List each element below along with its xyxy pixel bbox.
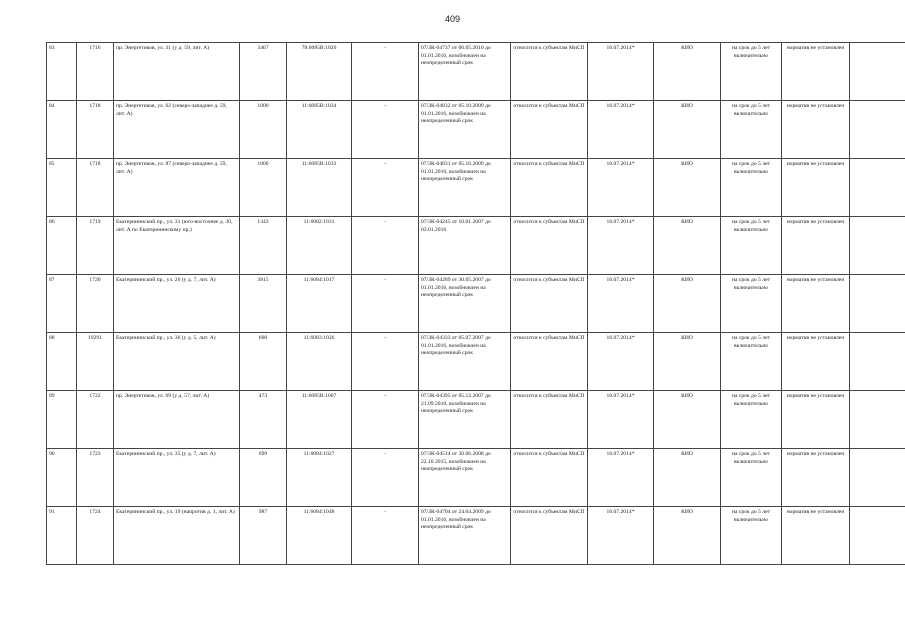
cell-norm: норматив не установлен bbox=[782, 217, 850, 275]
cell-fund: КИО bbox=[654, 507, 721, 565]
table-row bbox=[47, 43, 905, 101]
cell-term: на срок до 5 лет включительно bbox=[721, 507, 782, 565]
cell-extra bbox=[850, 449, 905, 507]
cell-date: 16.07.2014* bbox=[588, 101, 654, 159]
cell-term: на срок до 5 лет включительно bbox=[721, 159, 782, 217]
cell-norm: норматив не установлен bbox=[782, 333, 850, 391]
cell-code: 1723 bbox=[77, 449, 114, 507]
cell-address: пр. Энергетиков, ул. 31 (у д. 59, лит. А) bbox=[114, 43, 240, 101]
cell-fund: КИО bbox=[654, 217, 721, 275]
cell-extra bbox=[850, 391, 905, 449]
cell-contract: 07/ЗК-04737 от 06.05.2010 до 01.01.2016, возобновлен на неопределенный срок bbox=[419, 43, 511, 101]
cell-contract: 07/ЗК-04831 от 05.10.2009 до 01.01.2016, возобновлен на неопределенный срок bbox=[419, 159, 511, 217]
cell-num: 85 bbox=[47, 159, 77, 217]
cell-dash: - bbox=[352, 391, 419, 449]
cell-address: Екатерининский пр., ул. 35 (у д. 7, лит. А) bbox=[114, 449, 240, 507]
cell-term: на срок до 5 лет включительно bbox=[721, 449, 782, 507]
cell-norm: норматив не установлен bbox=[782, 159, 850, 217]
cell-extra bbox=[850, 217, 905, 275]
cell-contract: 07/ЗК-04395 от 05.12.2007 до 21.09.2010, возобновлен на неопределенный срок bbox=[419, 391, 511, 449]
cell-fund: КИО bbox=[654, 449, 721, 507]
cell-code: 1724 bbox=[77, 507, 114, 565]
cell-cadastral: 78:6085В:1026 bbox=[287, 43, 352, 101]
cell-area: 600 bbox=[240, 333, 287, 391]
cell-dash: - bbox=[352, 275, 419, 333]
cell-dash: - bbox=[352, 101, 419, 159]
cell-address: Екатерининский пр., ул. 26 (у д. 7, лит. А) bbox=[114, 275, 240, 333]
cell-subject: относится к субъектам МиСП bbox=[511, 43, 588, 101]
cell-date: 16.07.2014* bbox=[588, 333, 654, 391]
cell-cadastral: 11:6082:1031 bbox=[287, 217, 352, 275]
cell-date: 16.07.2014* bbox=[588, 275, 654, 333]
cell-date: 16.07.2014* bbox=[588, 159, 654, 217]
cell-code: 1716 bbox=[77, 43, 114, 101]
table-row bbox=[47, 333, 905, 391]
cell-norm: норматив не установлен bbox=[782, 275, 850, 333]
cell-dash: - bbox=[352, 507, 419, 565]
cell-cadastral: 11:6084:1017 bbox=[287, 275, 352, 333]
cell-contract: 07/ЗК-04832 от 05.10.2009 до 01.01.2016, возобновлен на неопределенный срок bbox=[419, 101, 511, 159]
cell-dash: - bbox=[352, 333, 419, 391]
cell-date: 16.07.2014* bbox=[588, 391, 654, 449]
cell-contract: 07/ЗК-04289 от 30.05.2007 до 01.01.2016, возобновлен на неопределенный срок bbox=[419, 275, 511, 333]
cell-cadastral: 11:6085В:1034 bbox=[287, 101, 352, 159]
cell-fund: КИО bbox=[654, 43, 721, 101]
cell-cadastral: 11:6085В:1033 bbox=[287, 159, 352, 217]
cell-norm: норматив не установлен bbox=[782, 43, 850, 101]
table-row bbox=[47, 507, 905, 565]
cell-extra bbox=[850, 275, 905, 333]
cell-dash: - bbox=[352, 217, 419, 275]
cell-cadastral: 11:6084:1027 bbox=[287, 449, 352, 507]
cell-contract: 07/ЗК-04514 от 30.06.2008 до 22.10.2015, возобновлен на неопределенный срок bbox=[419, 449, 511, 507]
cell-dash: - bbox=[352, 449, 419, 507]
cell-address: Екатерининский пр., ул. 31 (юго-восточнее д. 30, лит. А по Екатерининскому пр.) bbox=[114, 217, 240, 275]
cell-code: 1718 bbox=[77, 159, 114, 217]
cell-date: 16.07.2014* bbox=[588, 507, 654, 565]
cell-code: 19291 bbox=[77, 333, 114, 391]
cell-code: 1720 bbox=[77, 275, 114, 333]
cell-address: Екатерининский пр., ул. 36 (у д. 5, лит. А) bbox=[114, 333, 240, 391]
cell-area: 1000 bbox=[240, 101, 287, 159]
table-row bbox=[47, 159, 905, 217]
cell-contract: 07/ЗК-04704 от 24.04.2009 до 01.01.2016, возобновлен на неопределенный срок bbox=[419, 507, 511, 565]
cell-code: 1718 bbox=[77, 101, 114, 159]
cell-cadastral: 11:6083:1026 bbox=[287, 333, 352, 391]
cell-norm: норматив не установлен bbox=[782, 449, 850, 507]
cell-num: 87 bbox=[47, 275, 77, 333]
table-row bbox=[47, 275, 905, 333]
cell-cadastral: 11:6084:1048 bbox=[287, 507, 352, 565]
cell-extra bbox=[850, 333, 905, 391]
cell-num: 89 bbox=[47, 391, 77, 449]
cell-subject: относится к субъектам МиСП bbox=[511, 507, 588, 565]
cell-term: на срок до 5 лет включительно bbox=[721, 217, 782, 275]
table-row bbox=[47, 217, 905, 275]
cell-area: 987 bbox=[240, 507, 287, 565]
cell-term: на срок до 5 лет включительно bbox=[721, 101, 782, 159]
cell-fund: КИО bbox=[654, 391, 721, 449]
cell-code: 1719 bbox=[77, 217, 114, 275]
cell-fund: КИО bbox=[654, 275, 721, 333]
cell-area: 699 bbox=[240, 449, 287, 507]
cell-extra bbox=[850, 159, 905, 217]
page-number: 409 bbox=[444, 14, 461, 24]
cell-term: на срок до 5 лет включительно bbox=[721, 43, 782, 101]
cell-contract: 07/ЗК-04245 от 10.01.2007 до 03.01.2016 bbox=[419, 217, 511, 275]
registry-table bbox=[46, 42, 905, 565]
cell-address: пр. Энергетиков, ул. 69 (у д. 57, лит. А) bbox=[114, 391, 240, 449]
cell-num: 83 bbox=[47, 43, 77, 101]
cell-fund: КИО bbox=[654, 333, 721, 391]
cell-num: 86 bbox=[47, 217, 77, 275]
cell-code: 1722 bbox=[77, 391, 114, 449]
cell-address: Екатерининский пр., ул. 19 (напротив д. 1, лит. А) bbox=[114, 507, 240, 565]
cell-subject: относится к субъектам МиСП bbox=[511, 159, 588, 217]
cell-dash: - bbox=[352, 159, 419, 217]
table-row bbox=[47, 101, 905, 159]
cell-num: 91 bbox=[47, 507, 77, 565]
cell-norm: норматив не установлен bbox=[782, 391, 850, 449]
cell-extra bbox=[850, 101, 905, 159]
cell-date: 16.07.2014* bbox=[588, 43, 654, 101]
table-row bbox=[47, 449, 905, 507]
cell-address: пр. Энергетиков, ул. 62 (северо-западнее д. 59, лит. А) bbox=[114, 101, 240, 159]
cell-term: на срок до 5 лет включительно bbox=[721, 275, 782, 333]
cell-address: пр. Энергетиков, ул. 87 (северо-западнее д. 59, лит. А) bbox=[114, 159, 240, 217]
cell-fund: КИО bbox=[654, 159, 721, 217]
cell-term: на срок до 5 лет включительно bbox=[721, 333, 782, 391]
cell-fund: КИО bbox=[654, 101, 721, 159]
cell-date: 16.07.2014* bbox=[588, 217, 654, 275]
cell-num: 88 bbox=[47, 333, 77, 391]
table-row bbox=[47, 391, 905, 449]
cell-date: 16.07.2014* bbox=[588, 449, 654, 507]
cell-area: 3815 bbox=[240, 275, 287, 333]
cell-term: на срок до 5 лет включительно bbox=[721, 391, 782, 449]
cell-area: 1343 bbox=[240, 217, 287, 275]
cell-area: 473 bbox=[240, 391, 287, 449]
cell-area: 1000 bbox=[240, 159, 287, 217]
cell-subject: относится к субъектам МиСП bbox=[511, 449, 588, 507]
cell-subject: относится к субъектам МиСП bbox=[511, 333, 588, 391]
cell-area: 3467 bbox=[240, 43, 287, 101]
cell-cadastral: 11:6085В:1007 bbox=[287, 391, 352, 449]
cell-num: 90 bbox=[47, 449, 77, 507]
cell-subject: относится к субъектам МиСП bbox=[511, 217, 588, 275]
cell-norm: норматив не установлен bbox=[782, 507, 850, 565]
cell-num: 84 bbox=[47, 101, 77, 159]
cell-contract: 07/ЗК-04333 от 05.07.2007 до 01.01.2016, возобновлен на неопределенный срок bbox=[419, 333, 511, 391]
cell-subject: относится к субъектам МиСП bbox=[511, 391, 588, 449]
cell-subject: относится к субъектам МиСП bbox=[511, 275, 588, 333]
cell-extra bbox=[850, 43, 905, 101]
cell-norm: норматив не установлен bbox=[782, 101, 850, 159]
cell-subject: относится к субъектам МиСП bbox=[511, 101, 588, 159]
cell-extra bbox=[850, 507, 905, 565]
cell-dash: - bbox=[352, 43, 419, 101]
